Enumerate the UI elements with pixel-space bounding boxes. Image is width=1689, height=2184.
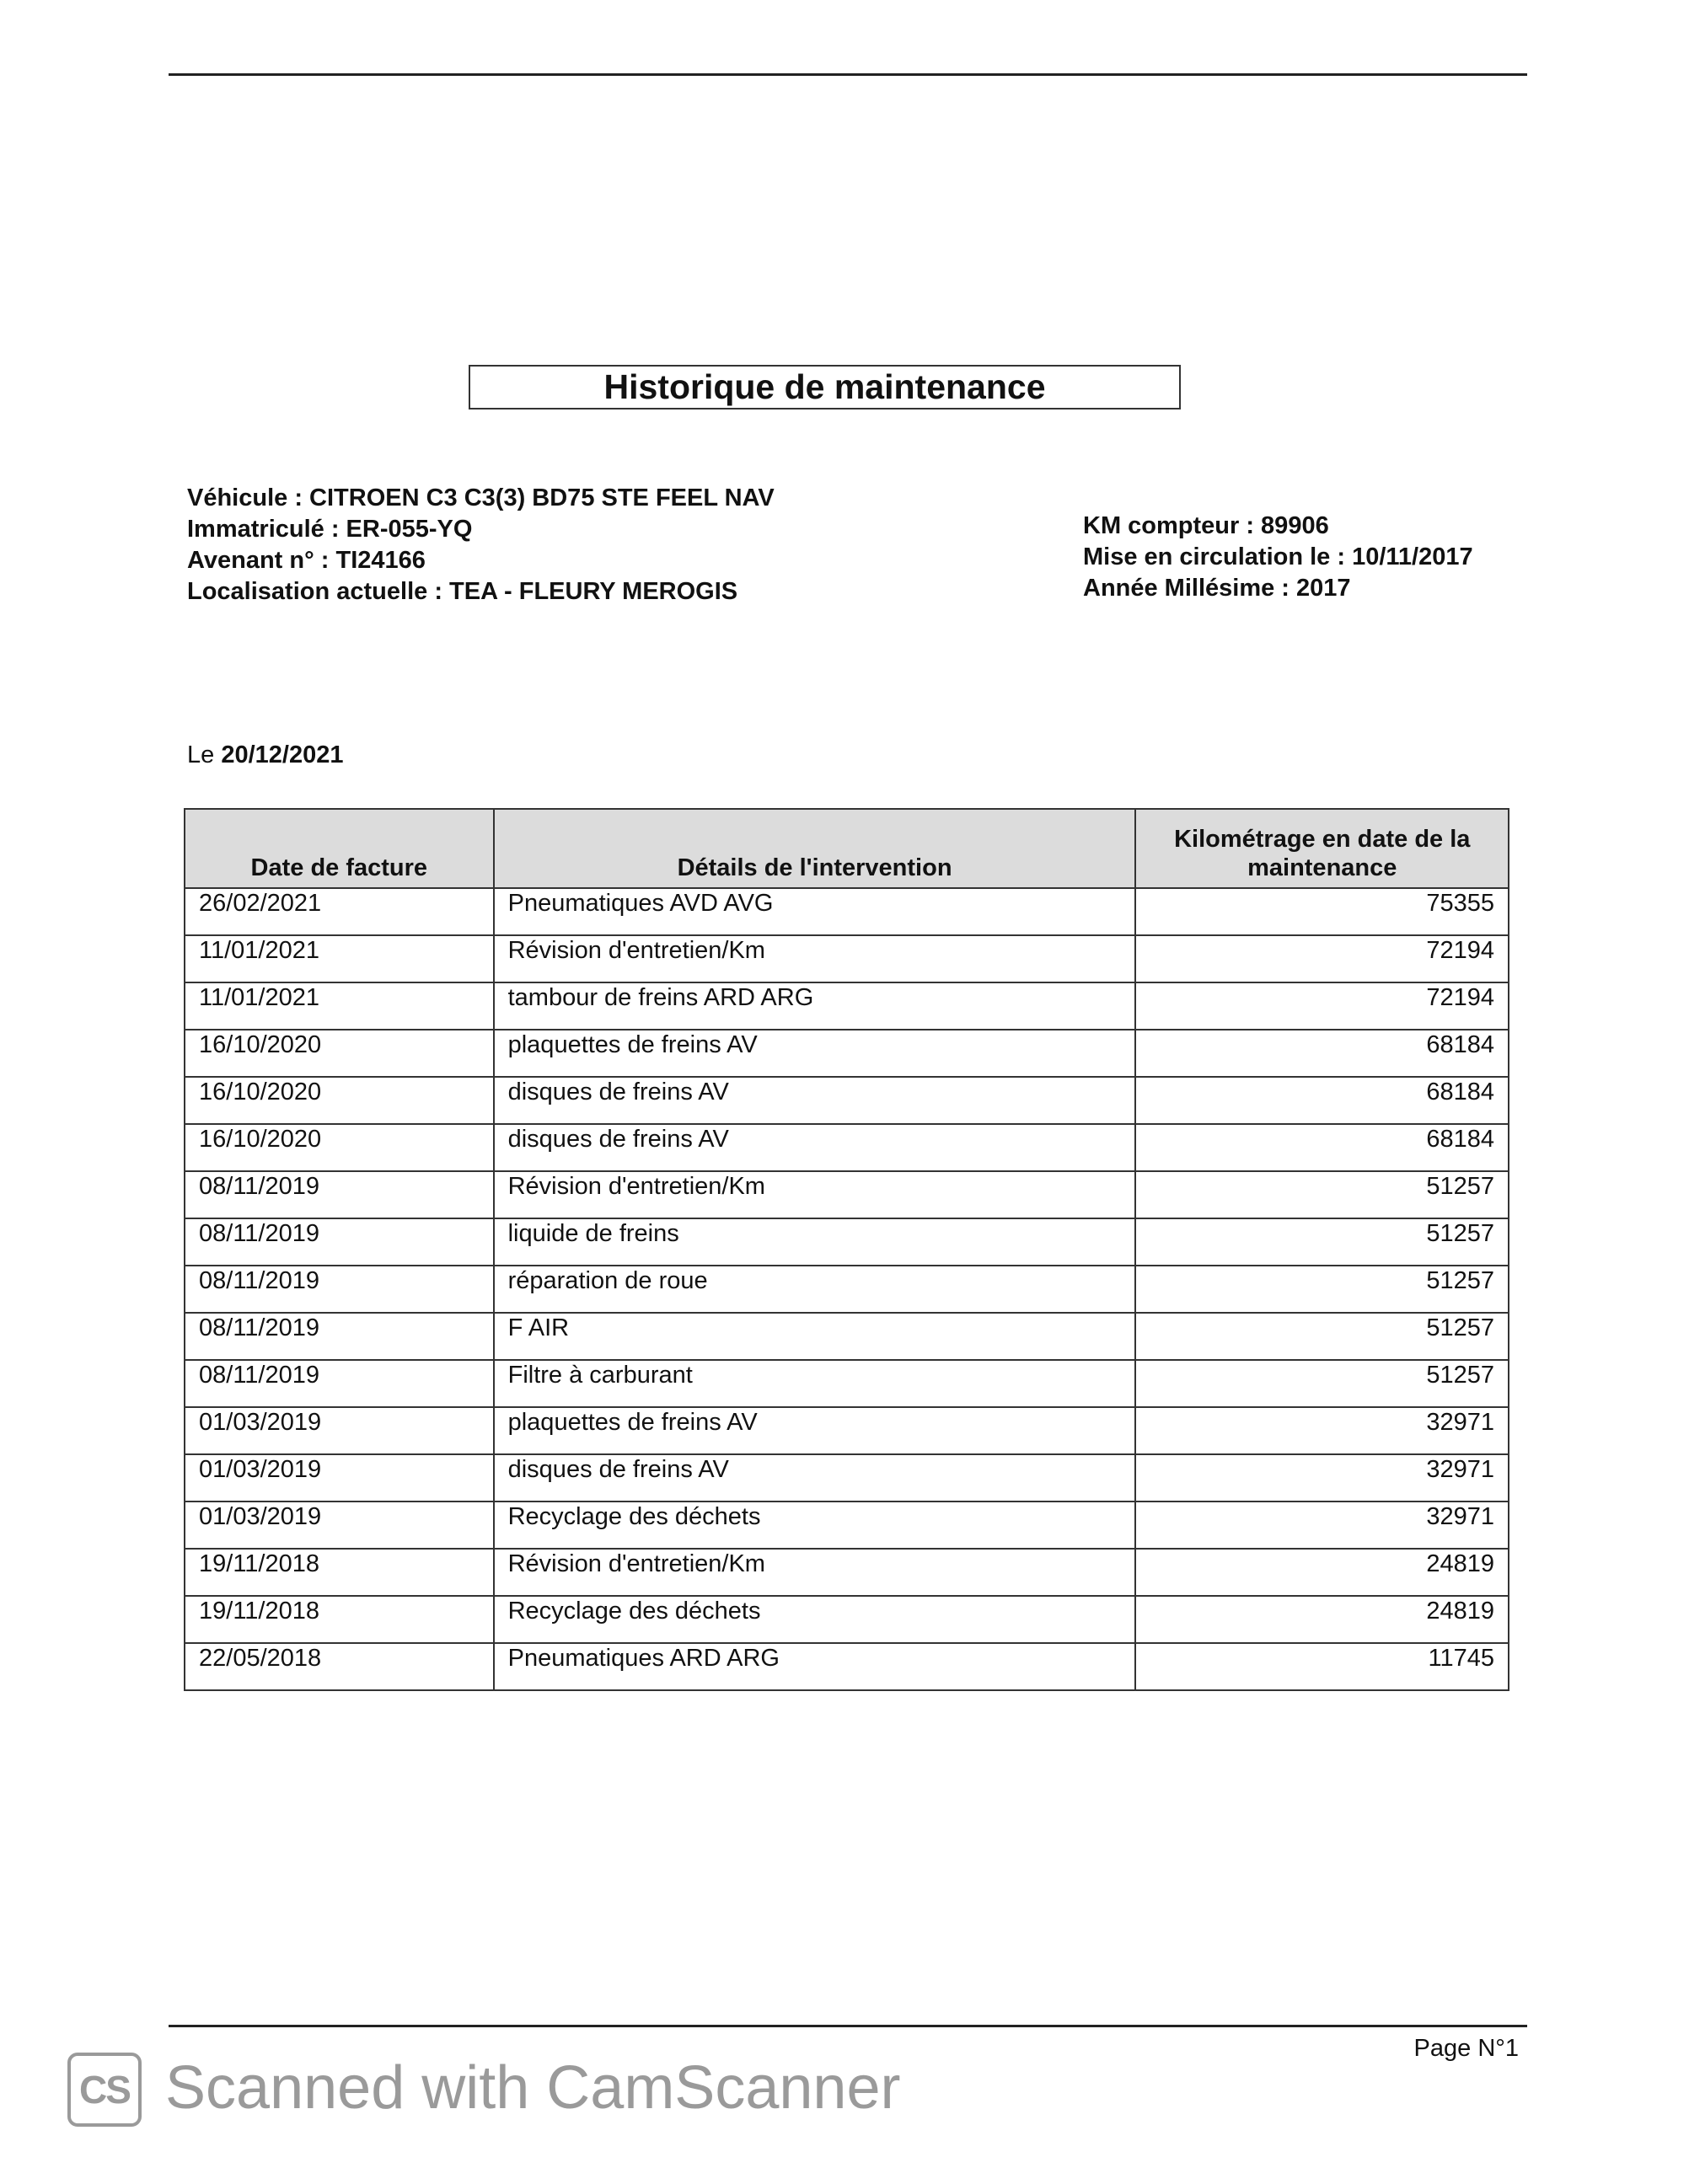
mileage-cell: 51257 [1135,1266,1509,1313]
table-row [185,1124,1509,1171]
vehicle-model: Véhicule : CITROEN C3 C3(3) BD75 STE FEEL NAV [187,484,775,511]
document-title: Historique de maintenance [469,365,1181,410]
invoice-date-cell: 08/11/2019 [185,1313,494,1360]
first-registration-date: Mise en circulation le : 10/11/2017 [1083,543,1473,570]
table-row [185,1218,1509,1266]
mileage-cell: 24819 [1135,1596,1509,1643]
invoice-date-cell: 22/05/2018 [185,1643,494,1690]
table-row [185,1549,1509,1596]
vehicle-location: Localisation actuelle : TEA - FLEURY MEROGIS [187,578,738,605]
date-value: 20/12/2021 [221,741,344,768]
intervention-cell: Pneumatiques AVD AVG [494,888,1136,935]
invoice-date-cell: 11/01/2021 [185,935,494,982]
table-row [185,1502,1509,1549]
camscanner-logo: CS [67,2053,142,2127]
invoice-date-cell: 26/02/2021 [185,888,494,935]
intervention-cell: plaquettes de freins AV [494,1030,1136,1077]
table-row [185,1266,1509,1313]
mileage-cell: 68184 [1135,1124,1509,1171]
top-rule [169,73,1527,76]
table-row [185,1596,1509,1643]
table-row [185,935,1509,982]
mileage-cell: 72194 [1135,982,1509,1030]
mileage-cell: 24819 [1135,1549,1509,1596]
invoice-date-cell: 19/11/2018 [185,1549,494,1596]
maintenance-table [184,808,1509,1691]
table-row [185,1643,1509,1690]
intervention-cell: Recyclage des déchets [494,1502,1136,1549]
intervention-cell: Filtre à carburant [494,1360,1136,1407]
mileage-cell: 51257 [1135,1313,1509,1360]
table-row [185,1360,1509,1407]
camscanner-watermark: Scanned with CamScanner [165,2054,901,2122]
intervention-cell: Révision d'entretien/Km [494,935,1136,982]
mileage-info [1083,511,1473,604]
invoice-date-cell: 16/10/2020 [185,1077,494,1124]
intervention-cell: tambour de freins ARD ARG [494,982,1136,1030]
mileage-cell: 75355 [1135,888,1509,935]
table-row [185,1454,1509,1502]
table-header-row [185,809,1509,888]
intervention-cell: disques de freins AV [494,1454,1136,1502]
invoice-date-cell: 08/11/2019 [185,1360,494,1407]
header-mileage: Kilométrage en date de la maintenance [1135,809,1509,888]
model-year: Année Millésime : 2017 [1083,575,1351,602]
invoice-date-cell: 11/01/2021 [185,982,494,1030]
intervention-cell: plaquettes de freins AV [494,1407,1136,1454]
invoice-date-cell: 08/11/2019 [185,1171,494,1218]
table-row [185,1313,1509,1360]
intervention-cell: liquide de freins [494,1218,1136,1266]
mileage-cell: 68184 [1135,1077,1509,1124]
table-row [185,1030,1509,1077]
invoice-date-cell: 08/11/2019 [185,1218,494,1266]
vehicle-amendment: Avenant n° : TI24166 [187,547,426,574]
invoice-date-cell: 01/03/2019 [185,1454,494,1502]
table-row [185,1407,1509,1454]
bottom-rule [169,2025,1527,2027]
intervention-cell: disques de freins AV [494,1077,1136,1124]
header-invoice-date: Date de facture [185,809,494,888]
invoice-date-cell: 16/10/2020 [185,1030,494,1077]
invoice-date-cell: 01/03/2019 [185,1407,494,1454]
table-row [185,1077,1509,1124]
mileage-cell: 51257 [1135,1171,1509,1218]
mileage-cell: 72194 [1135,935,1509,982]
mileage-cell: 32971 [1135,1407,1509,1454]
intervention-cell: Recyclage des déchets [494,1596,1136,1643]
intervention-cell: F AIR [494,1313,1136,1360]
intervention-cell: Pneumatiques ARD ARG [494,1643,1136,1690]
invoice-date-cell: 19/11/2018 [185,1596,494,1643]
table-row [185,888,1509,935]
mileage-cell: 32971 [1135,1454,1509,1502]
invoice-date-cell: 01/03/2019 [185,1502,494,1549]
invoice-date-cell: 16/10/2020 [185,1124,494,1171]
document-date [187,741,343,769]
intervention-cell: Révision d'entretien/Km [494,1549,1136,1596]
mileage-cell: 51257 [1135,1360,1509,1407]
intervention-cell: disques de freins AV [494,1124,1136,1171]
intervention-cell: Révision d'entretien/Km [494,1171,1136,1218]
mileage-cell: 32971 [1135,1502,1509,1549]
intervention-cell: réparation de roue [494,1266,1136,1313]
table-row [185,982,1509,1030]
invoice-date-cell: 08/11/2019 [185,1266,494,1313]
mileage-cell: 11745 [1135,1643,1509,1690]
table-row [185,1171,1509,1218]
date-prefix: Le [187,741,215,768]
vehicle-registration: Immatriculé : ER-055-YQ [187,516,473,543]
header-intervention-details: Détails de l'intervention [494,809,1136,888]
vehicle-info [187,483,775,608]
mileage-cell: 51257 [1135,1218,1509,1266]
km-counter: KM compteur : 89906 [1083,512,1329,539]
page-number: Page N°1 [1413,2035,1519,2062]
mileage-cell: 68184 [1135,1030,1509,1077]
